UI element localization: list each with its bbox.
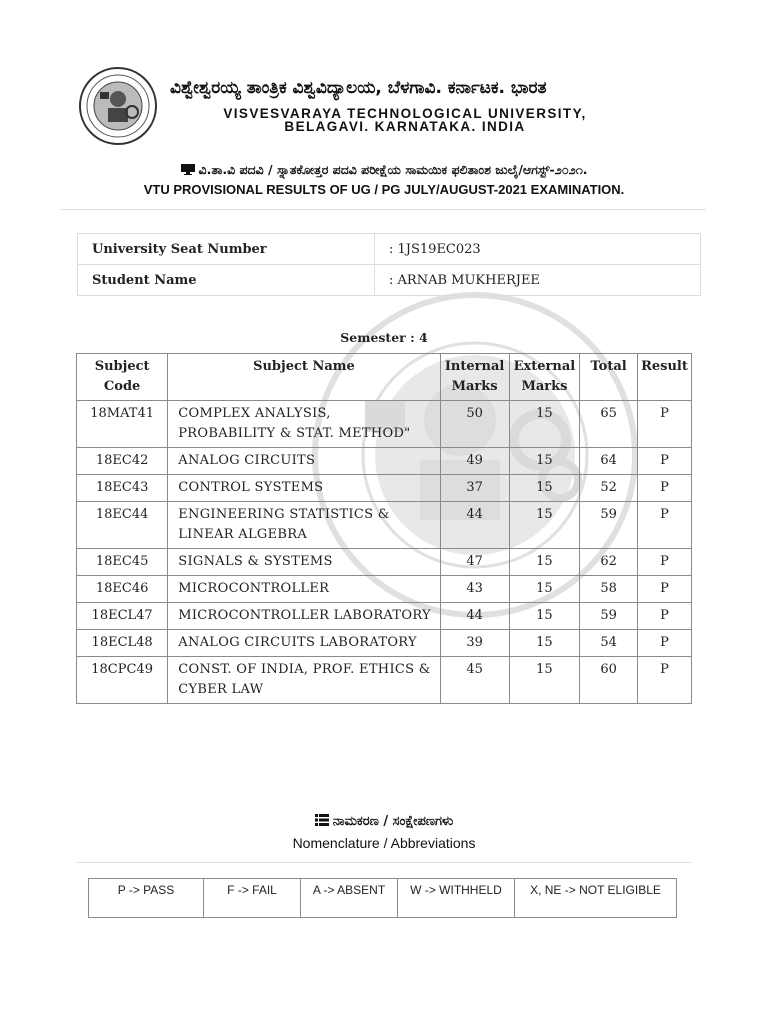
student-name-row	[78, 265, 701, 296]
table-row	[77, 475, 692, 502]
subject-name: MICROCONTROLLER LABORATORY	[168, 603, 440, 630]
university-name-line2: BELAGAVI. KARNATAKA. INDIA	[284, 119, 526, 134]
result: P	[637, 448, 691, 475]
student-name-value: : ARNAB MUKHERJEE	[375, 265, 701, 296]
subject-code: 18ECL47	[77, 603, 168, 630]
header-subject-name: Subject Name	[168, 354, 440, 401]
total-marks: 62	[580, 549, 638, 576]
result: P	[637, 657, 691, 704]
subject-code: 18MAT41	[77, 401, 168, 448]
abbr-pass: P -> PASS	[89, 879, 204, 918]
subject-code: 18EC46	[77, 576, 168, 603]
internal-marks: 47	[440, 549, 509, 576]
subject-name: SIGNALS & SYSTEMS	[168, 549, 440, 576]
external-marks: 15	[509, 549, 580, 576]
result: P	[637, 576, 691, 603]
subject-name: COMPLEX ANALYSIS, PROBABILITY & STAT. METHOD"	[168, 401, 440, 448]
abbr-withheld: W -> WITHHELD	[398, 879, 515, 918]
nomenclature-title-kannada	[0, 814, 768, 829]
table-row	[77, 502, 692, 549]
header-subject-code: Subject Code	[77, 354, 168, 401]
internal-marks: 45	[440, 657, 509, 704]
subject-name: MICROCONTROLLER	[168, 576, 440, 603]
subject-name: ANALOG CIRCUITS LABORATORY	[168, 630, 440, 657]
external-marks: 15	[509, 401, 580, 448]
results-title-kannada-text: ವಿ.ತಾ.ವಿ ಪದವಿ / ಸ್ನಾತಕೋತ್ತರ ಪದವಿ ಪರೀಕ್ಷೆಯ ಸಾಮಯಿಕ ಫಲಿತಾಂಶ ಜುಲೈ/ಆಗಸ್ಟ್-೨೦೨೧.	[198, 162, 588, 177]
university-name-line1: VISVESVARAYA TECHNOLOGICAL UNIVERSITY,	[223, 106, 587, 121]
table-row	[77, 603, 692, 630]
marks-table	[76, 353, 692, 704]
subject-name: ENGINEERING STATISTICS & LINEAR ALGEBRA	[168, 502, 440, 549]
total-marks: 65	[580, 401, 638, 448]
header-external-marks: External Marks	[509, 354, 580, 401]
subject-name: CONTROL SYSTEMS	[168, 475, 440, 502]
header-result: Result	[637, 354, 691, 401]
total-marks: 59	[580, 502, 638, 549]
header-internal-marks: Internal Marks	[440, 354, 509, 401]
subject-code: 18CPC49	[77, 657, 168, 704]
total-marks: 60	[580, 657, 638, 704]
subject-code: 18EC44	[77, 502, 168, 549]
usn-value: : 1JS19EC023	[375, 234, 701, 265]
header-total: Total	[580, 354, 638, 401]
abbr-absent: A -> ABSENT	[301, 879, 398, 918]
result: P	[637, 549, 691, 576]
total-marks: 54	[580, 630, 638, 657]
nomenclature-title-kannada-text: ನಾಮಕರಣ / ಸಂಕ್ಷೇಪಣಗಳು	[332, 814, 454, 829]
total-marks: 59	[580, 603, 638, 630]
divider	[76, 862, 692, 863]
usn-row	[78, 234, 701, 265]
table-row	[77, 630, 692, 657]
table-row	[77, 576, 692, 603]
external-marks: 15	[509, 657, 580, 704]
total-marks: 52	[580, 475, 638, 502]
table-row	[77, 401, 692, 448]
abbreviations-table	[88, 878, 677, 918]
result: P	[637, 475, 691, 502]
subject-code: 18ECL48	[77, 630, 168, 657]
abbr-not-eligible: X, NE -> NOT ELIGIBLE	[515, 879, 677, 918]
subject-code: 18EC43	[77, 475, 168, 502]
marks-header-row	[77, 354, 692, 401]
abbr-fail: F -> FAIL	[204, 879, 301, 918]
external-marks: 15	[509, 502, 580, 549]
nomenclature-title-english: Nomenclature / Abbreviations	[292, 835, 476, 851]
internal-marks: 49	[440, 448, 509, 475]
subject-name: CONST. OF INDIA, PROF. ETHICS & CYBER LAW	[168, 657, 440, 704]
usn-label: University Seat Number	[78, 234, 375, 265]
external-marks: 15	[509, 448, 580, 475]
result: P	[637, 603, 691, 630]
result: P	[637, 502, 691, 549]
external-marks: 15	[509, 576, 580, 603]
university-logo	[78, 66, 158, 146]
external-marks: 15	[509, 603, 580, 630]
table-row	[77, 448, 692, 475]
university-name-kannada: ವಿಶ್ವೇಶ್ವರಯ್ಯ ತಾಂತ್ರಿಕ ವಿಶ್ವವಿದ್ಯಾಲಯ, ಬೆಳಗಾವಿ. ಕರ್ನಾಟಕ. ಭಾರತ	[170, 78, 547, 98]
university-name-english	[170, 107, 640, 133]
internal-marks: 50	[440, 401, 509, 448]
table-row	[77, 549, 692, 576]
internal-marks: 44	[440, 603, 509, 630]
abbreviations-row	[89, 879, 677, 918]
internal-marks: 44	[440, 502, 509, 549]
results-title-english: VTU PROVISIONAL RESULTS OF UG / PG JULY/AUGUST-2021 EXAMINATION.	[143, 182, 625, 197]
result: P	[637, 630, 691, 657]
subject-name: ANALOG CIRCUITS	[168, 448, 440, 475]
subject-code: 18EC42	[77, 448, 168, 475]
divider	[60, 209, 706, 210]
semester-label: Semester : 4	[340, 330, 428, 345]
student-name-label: Student Name	[78, 265, 375, 296]
internal-marks: 39	[440, 630, 509, 657]
internal-marks: 43	[440, 576, 509, 603]
internal-marks: 37	[440, 475, 509, 502]
student-info-table	[77, 233, 701, 296]
table-row	[77, 657, 692, 704]
external-marks: 15	[509, 630, 580, 657]
result: P	[637, 401, 691, 448]
total-marks: 58	[580, 576, 638, 603]
monitor-icon	[181, 164, 195, 175]
external-marks: 15	[509, 475, 580, 502]
total-marks: 64	[580, 448, 638, 475]
subject-code: 18EC45	[77, 549, 168, 576]
list-icon	[315, 814, 329, 826]
results-title-kannada	[0, 162, 768, 178]
